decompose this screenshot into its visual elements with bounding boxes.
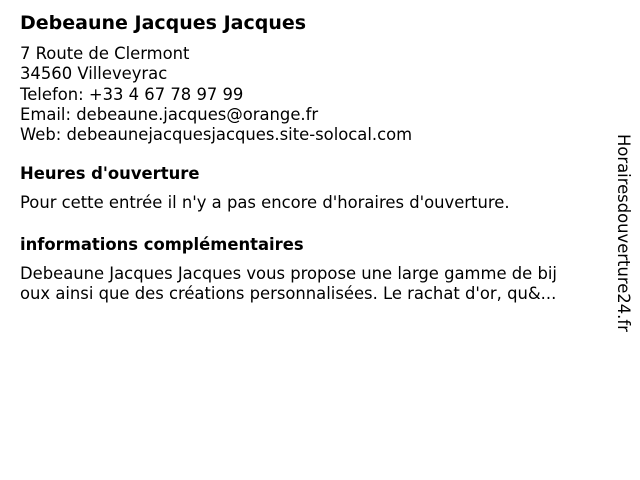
street-address: 7 Route de Clermont [20,44,190,63]
contact-block [20,44,595,145]
site-brand-vertical: Horairesdouverture24.fr [614,134,633,332]
more-info-text [20,264,595,305]
more-info-line-2: oux ainsi que des créations personnalisées. Le rachat d'or, qu&... [20,284,557,304]
city-postal: 34560 Villeveyrac [20,64,168,84]
more-info-heading: informations complémentaires [20,234,304,254]
opening-hours-text [20,193,595,213]
business-info [20,10,595,304]
business-name: Debeaune Jacques Jacques [20,12,307,34]
website-line: Web: debeaunejacquesjacques.site-solocal.com [20,125,413,145]
opening-hours-text-line: Pour cette entrée il n'y a pas encore d'horaires d'ouverture. [20,193,510,213]
email-line: Email: debeaune.jacques@orange.fr [20,104,319,124]
opening-hours-heading: Heures d'ouverture [20,164,200,184]
phone-line: Telefon: +33 4 67 78 97 99 [20,84,244,104]
more-info-line-1: Debeaune Jacques Jacques vous propose une large gamme de bij [20,263,557,283]
